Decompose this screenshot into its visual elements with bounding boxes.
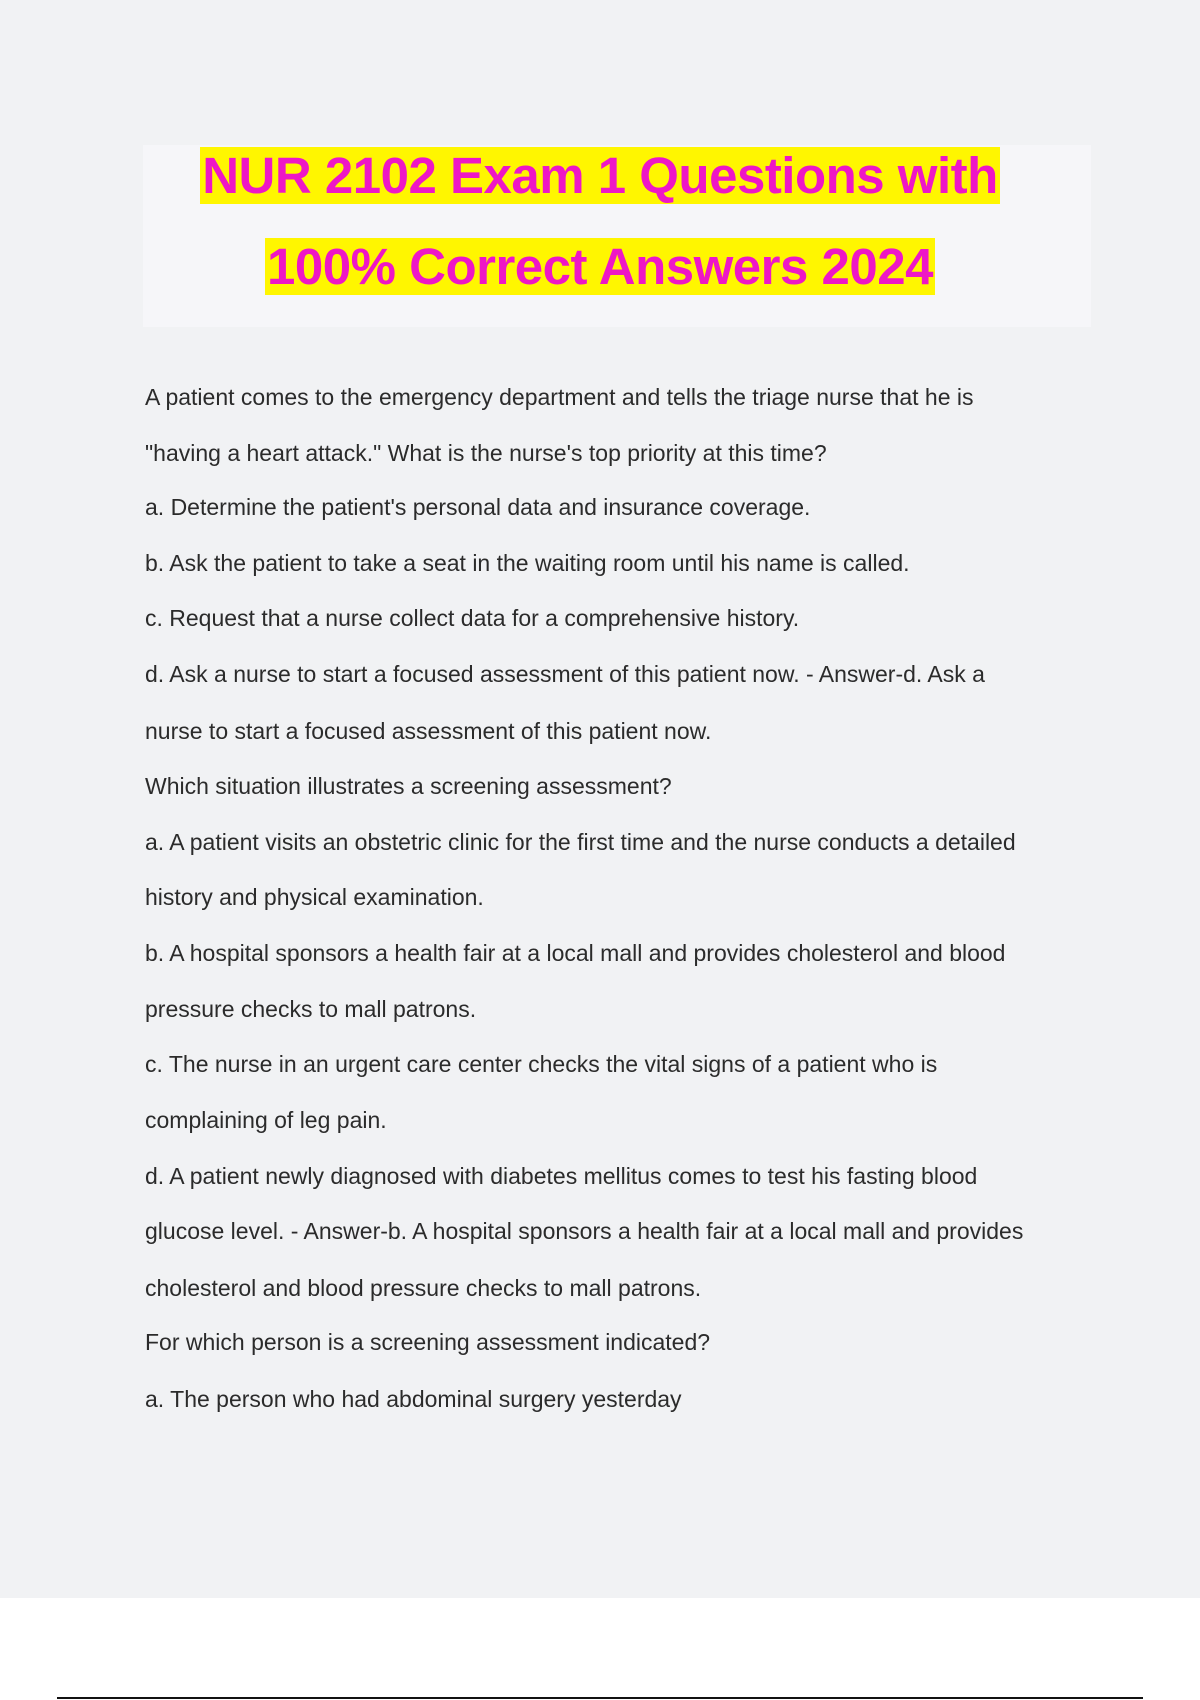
text-line: d. A patient newly diagnosed with diabetes mellitus comes to test his fasting blood: [145, 1163, 978, 1189]
text-line: b. Ask the patient to take a seat in the waiting room until his name is called.: [145, 550, 910, 576]
text-line: b. A hospital sponsors a health fair at a local mall and provides cholesterol and blood: [145, 940, 1006, 966]
text-line: pressure checks to mall patrons.: [145, 996, 477, 1022]
text-line: a. Determine the patient's personal data and insurance coverage.: [145, 494, 811, 520]
text-line: a. A patient visits an obstetric clinic for the first time and the nurse conducts a detailed: [145, 829, 1016, 855]
text-line: "having a heart attack." What is the nurse's top priority at this time?: [145, 440, 827, 466]
text-line: For which person is a screening assessment indicated?: [145, 1329, 711, 1355]
page-bottom-divider: [57, 1697, 1143, 1699]
title-highlight-2: 100% Correct Answers 2024: [267, 238, 933, 295]
text-line: glucose level. - Answer-b. A hospital sponsors a health fair at a local mall and provides: [145, 1218, 1024, 1244]
document-title-line-1: [0, 146, 1200, 206]
document-title-line-2: [0, 237, 1200, 297]
text-line: complaining of leg pain.: [145, 1107, 387, 1133]
text-line: nurse to start a focused assessment of this patient now.: [145, 718, 712, 744]
text-line: c. Request that a nurse collect data for a comprehensive history.: [145, 605, 800, 631]
text-line: d. Ask a nurse to start a focused assessment of this patient now. - Answer-d. Ask a: [145, 661, 985, 687]
text-line: Which situation illustrates a screening assessment?: [145, 773, 672, 799]
text-line: A patient comes to the emergency department and tells the triage nurse that he is: [145, 384, 974, 410]
text-line: a. The person who had abdominal surgery yesterday: [145, 1386, 682, 1412]
title-highlight-1: NUR 2102 Exam 1 Questions with: [202, 147, 998, 204]
text-line: history and physical examination.: [145, 884, 484, 910]
text-line: c. The nurse in an urgent care center checks the vital signs of a patient who is: [145, 1051, 938, 1077]
text-line: cholesterol and blood pressure checks to mall patrons.: [145, 1275, 702, 1301]
